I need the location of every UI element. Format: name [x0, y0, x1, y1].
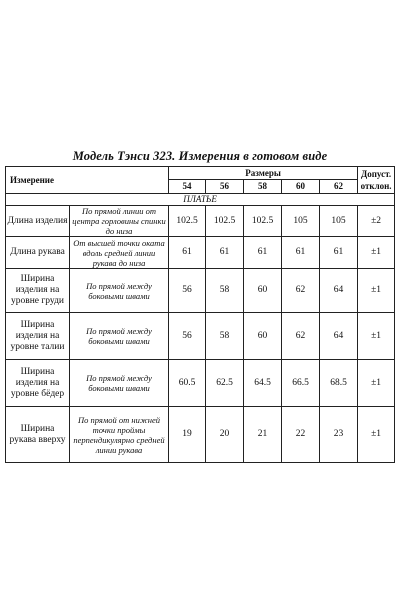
measure-value: 62.5	[206, 360, 244, 407]
table-row	[6, 407, 395, 463]
size-header: 58	[244, 180, 282, 194]
measure-value: 56	[169, 313, 206, 360]
measure-method: По прямой между боковыми швами	[70, 313, 169, 360]
measure-method: По прямой между боковыми швами	[70, 269, 169, 313]
table-row	[6, 237, 395, 269]
measure-method: По прямой линии от центра горловины спинки до низа	[70, 206, 169, 237]
tolerance-value: ±1	[358, 269, 395, 313]
measure-method: По прямой между боковыми швами	[70, 360, 169, 407]
measure-value: 66.5	[282, 360, 320, 407]
measure-value: 102.5	[169, 206, 206, 237]
measure-value: 61	[282, 237, 320, 269]
measure-value: 61	[169, 237, 206, 269]
measure-name: Ширина рукава вверху	[6, 407, 70, 463]
measure-value: 105	[282, 206, 320, 237]
section-row	[6, 194, 395, 206]
tolerance-value: ±2	[358, 206, 395, 237]
tolerance-header: Допуст. отклон.	[358, 167, 395, 194]
measure-value: 61	[244, 237, 282, 269]
tolerance-value: ±1	[358, 237, 395, 269]
table-row	[6, 360, 395, 407]
tolerance-value: ±1	[358, 407, 395, 463]
measure-header: Измерение	[6, 167, 169, 194]
measure-name: Длина рукава	[6, 237, 70, 269]
measure-value: 64.5	[244, 360, 282, 407]
measure-value: 20	[206, 407, 244, 463]
size-header: 54	[169, 180, 206, 194]
tolerance-value: ±1	[358, 360, 395, 407]
measure-value: 62	[282, 313, 320, 360]
table-row	[6, 269, 395, 313]
measure-value: 64	[320, 269, 358, 313]
measurements-table	[5, 166, 395, 463]
measure-value: 19	[169, 407, 206, 463]
measure-name: Ширина изделия на уровне бёдер	[6, 360, 70, 407]
measure-name: Ширина изделия на уровне груди	[6, 269, 70, 313]
measure-value: 61	[320, 237, 358, 269]
size-header: 62	[320, 180, 358, 194]
measure-value: 61	[206, 237, 244, 269]
measure-value: 64	[320, 313, 358, 360]
size-header: 56	[206, 180, 244, 194]
measure-name: Ширина изделия на уровне талии	[6, 313, 70, 360]
measure-value: 21	[244, 407, 282, 463]
measure-value: 102.5	[244, 206, 282, 237]
size-header: 60	[282, 180, 320, 194]
page-title: Модель Тэнси 323. Измерения в готовом виде	[72, 149, 328, 163]
header-row-top	[6, 167, 395, 180]
measure-value: 23	[320, 407, 358, 463]
table-row	[6, 206, 395, 237]
table-row	[6, 313, 395, 360]
measure-method: По прямой от нижней точки проймы перпендикулярно средней линии рукава	[70, 407, 169, 463]
measure-value: 60	[244, 313, 282, 360]
section-label: ПЛАТЬЕ	[6, 194, 395, 206]
measure-value: 56	[169, 269, 206, 313]
measure-value: 22	[282, 407, 320, 463]
tolerance-value: ±1	[358, 313, 395, 360]
measure-value: 58	[206, 313, 244, 360]
measure-value: 62	[282, 269, 320, 313]
measure-value: 60	[244, 269, 282, 313]
measure-value: 68.5	[320, 360, 358, 407]
measure-value: 105	[320, 206, 358, 237]
sizes-header: Размеры	[169, 167, 358, 180]
measure-name: Длина изделия	[6, 206, 70, 237]
measure-method: От высшей точки оката вдоль средней линии рукава до низа	[70, 237, 169, 269]
measure-value: 60.5	[169, 360, 206, 407]
measure-value: 58	[206, 269, 244, 313]
measure-value: 102.5	[206, 206, 244, 237]
